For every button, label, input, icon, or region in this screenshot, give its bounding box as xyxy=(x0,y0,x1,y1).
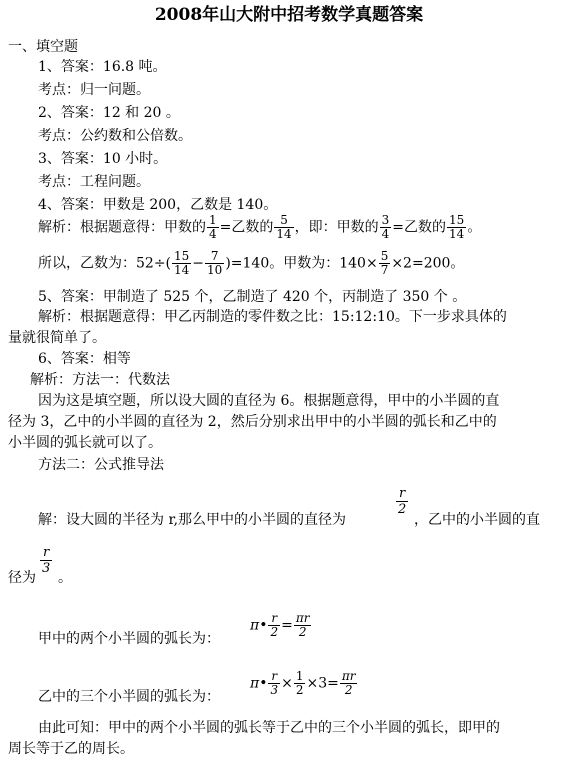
analysis-4-text: =乙数的 xyxy=(219,219,274,236)
fraction: $\frac{5}{14}$ xyxy=(276,213,292,241)
fraction: $\frac{r}{3}$ xyxy=(270,669,279,697)
method-1-line-3: 小半圆的弧长就可以了。 xyxy=(8,435,162,451)
fraction-r-over-3: r 3 xyxy=(42,545,51,576)
formula-text: = xyxy=(281,617,293,634)
solution-line-1-tail: ，乙中的小半圆的直 xyxy=(414,512,540,528)
fraction: $\frac{3}{4}$ xyxy=(381,213,390,241)
topic-1: 考点：归一问题。 xyxy=(38,82,150,98)
formula-text: ×3= xyxy=(306,675,339,692)
formula-text: π• xyxy=(250,675,268,692)
page-title: 2008年山大附中招考数学真题答案 xyxy=(154,5,424,25)
method-1-line-1: 因为这是填空题，所以设大圆的直径为 6。根据题意得，甲中的小半圆的直 xyxy=(38,393,500,409)
fraction: $\frac{1}{4}$ xyxy=(209,213,217,241)
yi-arc-label: 乙中的三个小半圆的弧长为： xyxy=(38,689,220,705)
solution-line-1-text: 解：设大圆的半径为 r,那么甲中的小半圆的直径为 xyxy=(38,512,347,528)
fraction: $\frac{15}{14}$ xyxy=(174,249,190,277)
answer-6: 6、答案：相等 xyxy=(38,351,131,367)
fraction: $\frac{r}{2}$ xyxy=(270,611,279,639)
analysis-5-line-1: 解析：根据题意得：甲乙丙制造的零件数之比：15:12:10。下一步求具体的 xyxy=(38,309,507,325)
fraction-r-over-2: r 2 xyxy=(398,486,407,517)
yi-arc-formula xyxy=(250,670,358,697)
solution-4-text: − xyxy=(192,255,205,272)
solution-4-text: 所以，乙数为：52÷( xyxy=(38,255,172,272)
topic-3: 考点：工程问题。 xyxy=(38,174,150,190)
analysis-4 xyxy=(38,214,481,241)
fraction: $\frac{\pi r}{2}$ xyxy=(295,611,310,639)
conclusion-line-1: 由此可知：甲中的两个小半圆的弧长等于乙中的三个小半圆的弧长，即甲的 xyxy=(38,720,500,736)
conclusion-line-2: 周长等于乙的周长。 xyxy=(8,741,134,757)
formula-text: × xyxy=(281,675,293,692)
topic-2: 考点：公约数和公倍数。 xyxy=(38,128,192,144)
solution-line-2-tail: 。 xyxy=(58,570,72,586)
fraction: $\frac{1}{2}$ xyxy=(295,669,304,697)
solution-4-text: )=140。甲数为：140× xyxy=(225,255,378,272)
analysis-4-text: =乙数的 xyxy=(392,219,447,236)
formula-text: π• xyxy=(250,617,268,634)
answer-1: 1、答案：16.8 吨。 xyxy=(38,59,167,75)
jia-arc-formula xyxy=(250,612,312,639)
analysis-4-text: 解析：根据题意得：甲数的 xyxy=(38,219,206,236)
method-2-heading: 方法二：公式推导法 xyxy=(38,457,164,473)
method-1-line-2: 径为 3，乙中的小半圆的直径为 2，然后分别求出甲中的小半圆的弧长和乙中的 xyxy=(8,414,497,430)
jia-arc-label: 甲中的两个小半圆的弧长为： xyxy=(38,631,220,647)
solution-4 xyxy=(38,250,464,277)
analysis-4-text: ，即：甲数的 xyxy=(294,219,379,236)
solution-line-2-text: 径为 xyxy=(8,570,36,586)
answer-5: 5、答案：甲制造了 525 个，乙制造了 420 个，丙制造了 350 个 。 xyxy=(38,289,467,305)
answer-3: 3、答案：10 小时。 xyxy=(38,151,168,167)
answer-4: 4、答案：甲数是 200，乙数是 140。 xyxy=(38,197,278,213)
answer-2: 2、答案：12 和 20 。 xyxy=(38,105,180,121)
fraction: $\frac{15}{14}$ xyxy=(449,213,465,241)
analysis-5-line-2: 量就很简单了。 xyxy=(8,330,106,346)
section-heading: 一、填空题 xyxy=(8,39,78,55)
method-1-heading: 解析：方法一：代数法 xyxy=(30,372,170,388)
fraction: $\frac{\pi r}{2}$ xyxy=(341,669,356,697)
fraction: $\frac{7}{10}$ xyxy=(207,249,223,277)
solution-4-text: ×2=200。 xyxy=(391,255,465,272)
analysis-4-text: 。 xyxy=(467,219,482,236)
fraction: $\frac{5}{7}$ xyxy=(380,249,389,277)
